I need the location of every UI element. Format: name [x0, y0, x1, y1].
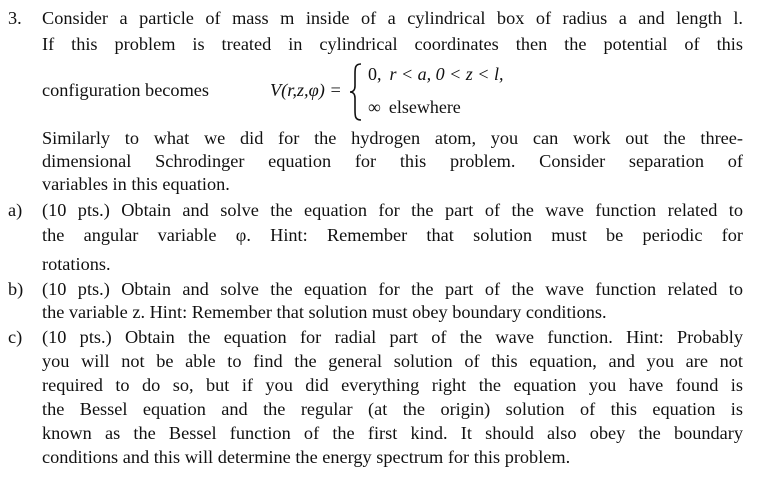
part-a-line-3: rotations. [42, 254, 111, 274]
config-label: configuration becomes [42, 80, 210, 100]
part-c-line-4: the Bessel equation and the regular (at the origin) solution of this equation is [42, 399, 743, 419]
similarly-line-2: dimensional Schrodinger equation for this problem. Consider separation of [42, 151, 743, 171]
left-brace-icon [348, 62, 364, 122]
case1-condition: r < a, 0 < z < l, [389, 64, 504, 84]
problem-number: 3. [8, 8, 22, 28]
potential-case-outside [368, 96, 461, 118]
part-a-label: a) [8, 200, 23, 220]
part-c-line-1: (10 pts.) Obtain the equation for radial part of the wave function. Hint: Probably [42, 327, 743, 347]
part-b-line-1: (10 pts.) Obtain and solve the equation for the part of the wave function related to [42, 279, 743, 299]
case2-condition: elsewhere [388, 97, 461, 117]
similarly-line-1: Similarly to what we did for the hydrogen atom, you can work out the three- [42, 128, 743, 148]
part-b-line-2: the variable z. Hint: Remember that solution must obey boundary conditions. [42, 302, 607, 322]
part-a-line-1: (10 pts.) Obtain and solve the equation for the part of the wave function related to [42, 200, 743, 220]
part-b-label: b) [8, 279, 24, 299]
part-c-line-5: known as the Bessel function of the first kind. It should also obey the boundary [42, 423, 743, 443]
part-a-line-2: the angular variable φ. Hint: Remember that solution must be periodic for [42, 225, 743, 245]
case1-value: 0, [368, 64, 382, 84]
similarly-line-3: variables in this equation. [42, 174, 230, 194]
potential-equation [42, 60, 562, 124]
part-c-line-3: required to do so, but if you did everything right the equation you have found is [42, 375, 743, 395]
problem-intro-line-2: If this problem is treated in cylindrical coordinates then the potential of this [42, 34, 743, 54]
potential-lhs: V(r,z,φ) = [270, 80, 342, 100]
part-c-line-6: conditions and this will determine the energy spectrum for this problem. [42, 447, 571, 467]
case2-value: ∞ [368, 97, 381, 117]
part-c-line-2: you will not be able to find the general solution of this equation, and you are not [42, 351, 743, 371]
potential-case-inside [368, 63, 503, 85]
problem-intro-line-1: Consider a particle of mass m inside of a cylindrical box of radius a and length l. [42, 8, 743, 28]
part-c-label: c) [8, 327, 23, 347]
